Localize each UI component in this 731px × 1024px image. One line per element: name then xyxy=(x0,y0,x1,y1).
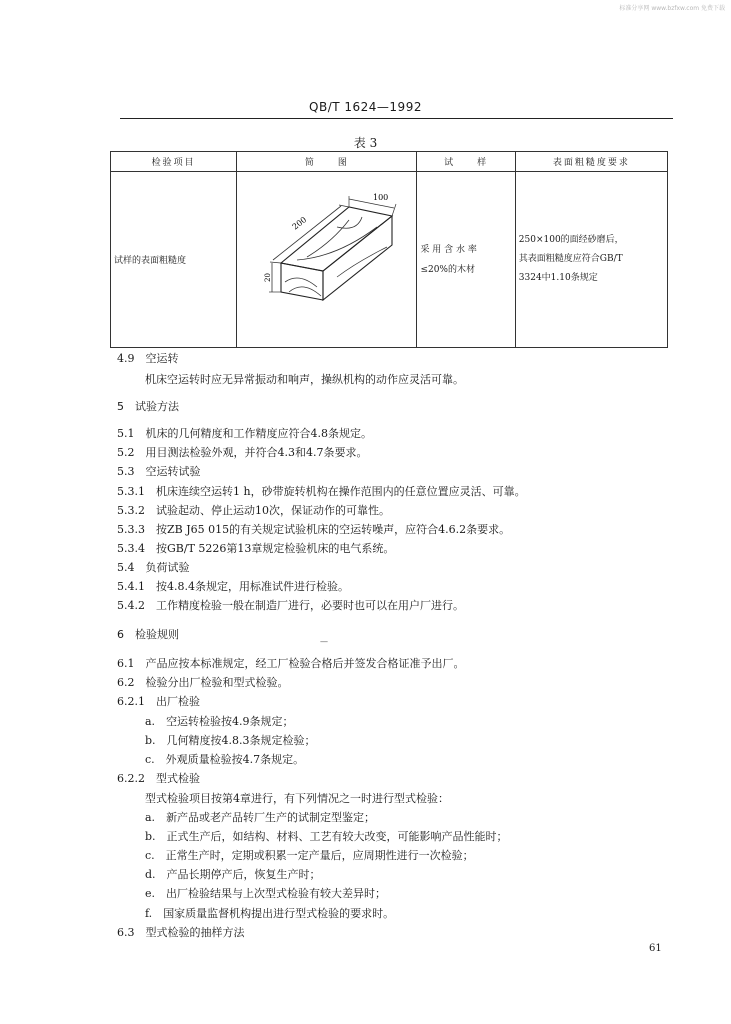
sketch-cell xyxy=(237,172,417,348)
list-item: c. 外观质量检验按4.7条规定。 xyxy=(145,753,305,766)
clause-line: 5.2 用目测法检验外观，并符合4.3和4.7条要求。 xyxy=(117,446,368,459)
header-requirement: 表面粗糙度要求 xyxy=(515,152,667,172)
clause-line: 6.2.1 出厂检验 xyxy=(117,695,200,708)
list-item: f. 国家质量监督机构提出进行型式检验的要求时。 xyxy=(145,907,395,920)
clause-line: 型式检验项目按第4章进行，有下列情况之一时进行型式检验： xyxy=(145,792,449,805)
table-3 xyxy=(110,151,668,348)
clause-line: 5.3 空运转试验 xyxy=(117,465,201,478)
page-number: 61 xyxy=(649,943,662,954)
clause-line: 5.3.3 按ZB J65 015的有关规定试验机床的空运转噪声，应符合4.6.2条要求。 xyxy=(117,523,511,536)
header-sketch: 简 图 xyxy=(237,152,417,172)
header-item: 检验项目 xyxy=(111,152,237,172)
clause-line: 5.3.4 按GB/T 5226第13章规定检验机床的电气系统。 xyxy=(117,542,395,555)
list-item: e. 出厂检验结果与上次型式检验有较大差异时； xyxy=(145,887,387,900)
sample-line: 采 用 含 水 率 xyxy=(420,244,477,255)
sample-cell xyxy=(417,172,515,348)
requirement-line: 250×100的面经砂磨后， xyxy=(518,235,624,245)
list-item: b. 正式生产后，如结构、材料、工艺有较大改变，可能影响产品性能时； xyxy=(145,830,508,843)
list-item: d. 产品长期停产后，恢复生产时； xyxy=(145,868,321,881)
dim-height: 20 xyxy=(264,273,273,282)
standard-number: QB/T 1624—1992 xyxy=(309,100,422,114)
clause-line: 5.4 负荷试验 xyxy=(117,561,190,574)
header-sample: 试 样 xyxy=(417,152,515,172)
requirement-cell xyxy=(515,172,667,348)
requirement-line: 其表面粗糙度应符合GB/T xyxy=(518,254,623,264)
item-cell: 试样的表面粗糙度 xyxy=(111,172,237,348)
clause-line: 5.1 机床的几何精度和工作精度应符合4.8条规定。 xyxy=(117,427,372,440)
dim-width: 200 xyxy=(290,215,309,232)
clause-line: 5.3.2 试验起动、停止运动10次，保证动作的可靠性。 xyxy=(117,504,390,517)
list-item: a. 空运转检验按4.9条规定； xyxy=(145,715,294,728)
sample-line: ≤20%的木材 xyxy=(420,264,475,275)
clause-line: 6.2 检验分出厂检验和型式检验。 xyxy=(117,676,289,689)
list-item: c. 正常生产时，定期或积累一定产量后，应周期性进行一次检验； xyxy=(145,849,474,862)
clause-line: 6.3 型式检验的抽样方法 xyxy=(117,926,245,939)
clause-line: 5.3.1 机床连续空运转1 h，砂带旋转机构在操作范围内的任意位置应灵活、可靠。 xyxy=(117,485,526,498)
dim-length: 100 xyxy=(373,193,389,202)
stray-dash: — xyxy=(320,637,328,646)
specimen-sketch xyxy=(237,172,410,344)
clause-line: 6.1 产品应按本标准规定，经工厂检验合格后并签发合格证准予出厂。 xyxy=(117,657,465,670)
table-row xyxy=(111,172,668,348)
requirement-line: 3324中1.10条规定 xyxy=(518,273,598,283)
clause-line: 5.4.2 工作精度检验一般在制造厂进行，必要时也可以在用户厂进行。 xyxy=(117,599,464,612)
list-item: b. 几何精度按4.8.3条规定检验； xyxy=(145,734,316,747)
list-item: a. 新产品或老产品转厂生产的试制定型鉴定； xyxy=(145,811,376,824)
clause-line: 4.9 空运转 xyxy=(117,352,179,365)
clause-line: 机床空运转时应无异常振动和响声，操纵机构的动作应灵活可靠。 xyxy=(145,373,464,386)
watermark: 标准分享网 www.bzfxw.com 免费下载 xyxy=(619,5,725,12)
clause-line: 6.2.2 型式检验 xyxy=(117,772,200,785)
section-heading: 5 试验方法 xyxy=(117,400,179,413)
table-title: 表 3 xyxy=(353,136,378,150)
table-header-row xyxy=(111,152,668,172)
header-rule xyxy=(120,118,673,119)
section-heading: 6 检验规则 xyxy=(117,628,179,641)
clause-line: 5.4.1 按4.8.4条规定，用标准试件进行检验。 xyxy=(117,580,349,593)
